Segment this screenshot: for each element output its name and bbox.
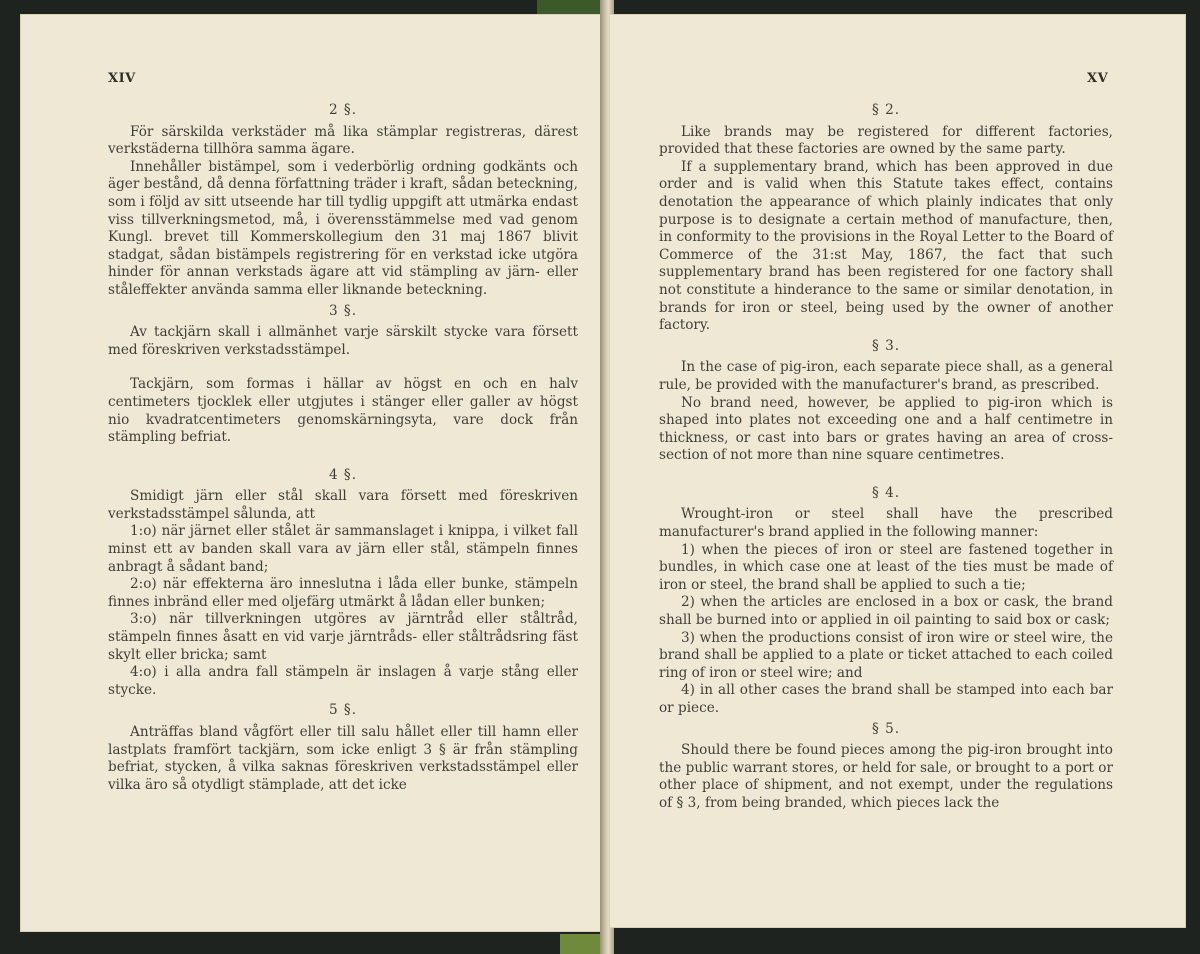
paragraph: 3) when the productions consist of iron wire or steel wire, the brand shall be applied to a plate or ticket attached to each coiled ring of iron or steel wire; and [659,629,1113,681]
paragraph: För särskilda verkstäder må lika stämplar registreras, därest verkstäderna tillhöra samma ägare. [108,123,578,158]
spacer [108,359,578,376]
right-page [609,14,1186,928]
section-heading: 2 §. [328,102,358,118]
paragraph: 1) when the pieces of iron or steel are fastened together in bundles, in which case one at least of the ties must be made of iron or steel, the brand shall be applied to such a tie; [659,541,1113,593]
paragraph: No brand need, however, be applied to pig-iron which is shaped into plates not exceeding one and a half centimetre in thickness, or cast into bars or grates having an area of cross-section of not more than nine square centimetres. [659,394,1113,464]
section-heading: § 2. [871,102,901,118]
left-page [20,14,604,932]
section-heading: 3 §. [328,302,358,319]
page-number: XIV [108,71,136,86]
paragraph: Anträffas bland vågfört eller till salu hållet eller till hamn eller lastplats framfört tackjärn, som icke enligt 3 § är från stämpling befriat, stycken, å vilka saknas föreskriven verkstadsstämpel eller vilka äro så otydligt stämplade, att det icke [108,724,578,793]
section-heading: § 4. [871,484,901,501]
paragraph: 4) in all other cases the brand shall be stamped into each bar or piece. [659,682,1113,716]
paragraph: 1:o) när järnet eller stålet är sammanslaget i knippa, i vilket fall minst ett av banden skall vara av järn eller stål, stämpeln finnes anbragt å sådant band; [108,523,578,575]
section-heading: § 3. [871,337,901,354]
paragraph: Wrought-iron or steel shall have the prescribed manufacturer's brand applied in the following manner: [659,506,1113,541]
spacer [659,465,1113,482]
paragraph: 2:o) när effekterna äro inneslutna i låda eller bunke, stämpeln finnes inbränd eller med oljefärg utmärkt å lådan eller bunken; [108,576,578,610]
page-number: XV [1087,71,1109,86]
paragraph: Should there be found pieces among the pig-iron brought into the public warrant stores, or held for sale, or brought to a port or other place of shipment, and not exempt, under the regulations of § 3, from being branded, which pieces lack the [659,742,1113,811]
section-heading: 4 §. [328,466,358,483]
section-heading: 5 §. [328,702,358,719]
paragraph: If a supplementary brand, which has been approved in due order and is valid when this Statute takes effect, contains denotation the appearance of which plainly indicates that only purpose is to designate a certain method of manufacture, then, in conformity to the provisions in the Royal Letter to the Board of Commerce of the 31:st May, 1867, the fact that such supplementary brand has been registered for one factory shall not constitute a hinderance to the same or similar denotation, in brands for iron or steel, being used by the owner of another factory. [659,158,1113,334]
paragraph: 3:o) när tillverkningen utgöres av järntråd eller ståltråd, stämpeln finnes åsatt en vid varje järntråds- eller ståltrådsring fäst skylt eller bricka; samt [108,611,578,663]
paragraph: Av tackjärn skall i allmänhet varje särskilt stycke vara försett med föreskriven verkstadsstämpel. [108,324,578,358]
paragraph: 2) when the articles are enclosed in a box or cask, the brand shall be burned into or applied in oil painting to said box or cask; [659,594,1113,629]
page-content [659,99,1113,813]
paragraph: Smidigt järn eller stål skall vara försett med föreskriven verkstadsstämpel sålunda, att [108,488,578,522]
binding-tab-bottom [560,934,600,954]
spacer [108,447,578,464]
paragraph: In the case of pig-iron, each separate piece shall, as a general rule, be provided with the manufacturer's brand, as prescribed. [659,359,1113,393]
paragraph: 4:o) i alla andra fall stämpeln är inslagen å varje stång eller stycke. [108,664,578,698]
page-content [108,99,578,794]
paragraph: Like brands may be registered for different factories, provided that these factories are owned by the same party. [659,123,1113,158]
paragraph: Innehåller bistämpel, som i vederbörlig ordning godkänts och äger bestånd, då denna författning träder i kraft, sådan beteckning, som i följd av sitt utseende har till tydlig uppgift att utmärka endast viss tillverkningsmetod, må, i överensstämmelse med vad genom Kungl. brevet till Kommerskollegium den 31 maj 1867 blivit stadgat, sådan bistämpels registrering för en verkstad icke utgöra hinder för annan verkstads ägare att vid stämpling av järn- eller ståleffekter använda samma eller liknande beteckning. [108,158,578,298]
section-heading: § 5. [871,720,901,737]
paragraph: Tackjärn, som formas i hällar av högst en och en halv centimeters tjocklek eller utgjutes i stänger eller galler av högst nio kvadratcentimeters genomskärningsyta, vare dock från stämpling befriat. [108,376,578,446]
